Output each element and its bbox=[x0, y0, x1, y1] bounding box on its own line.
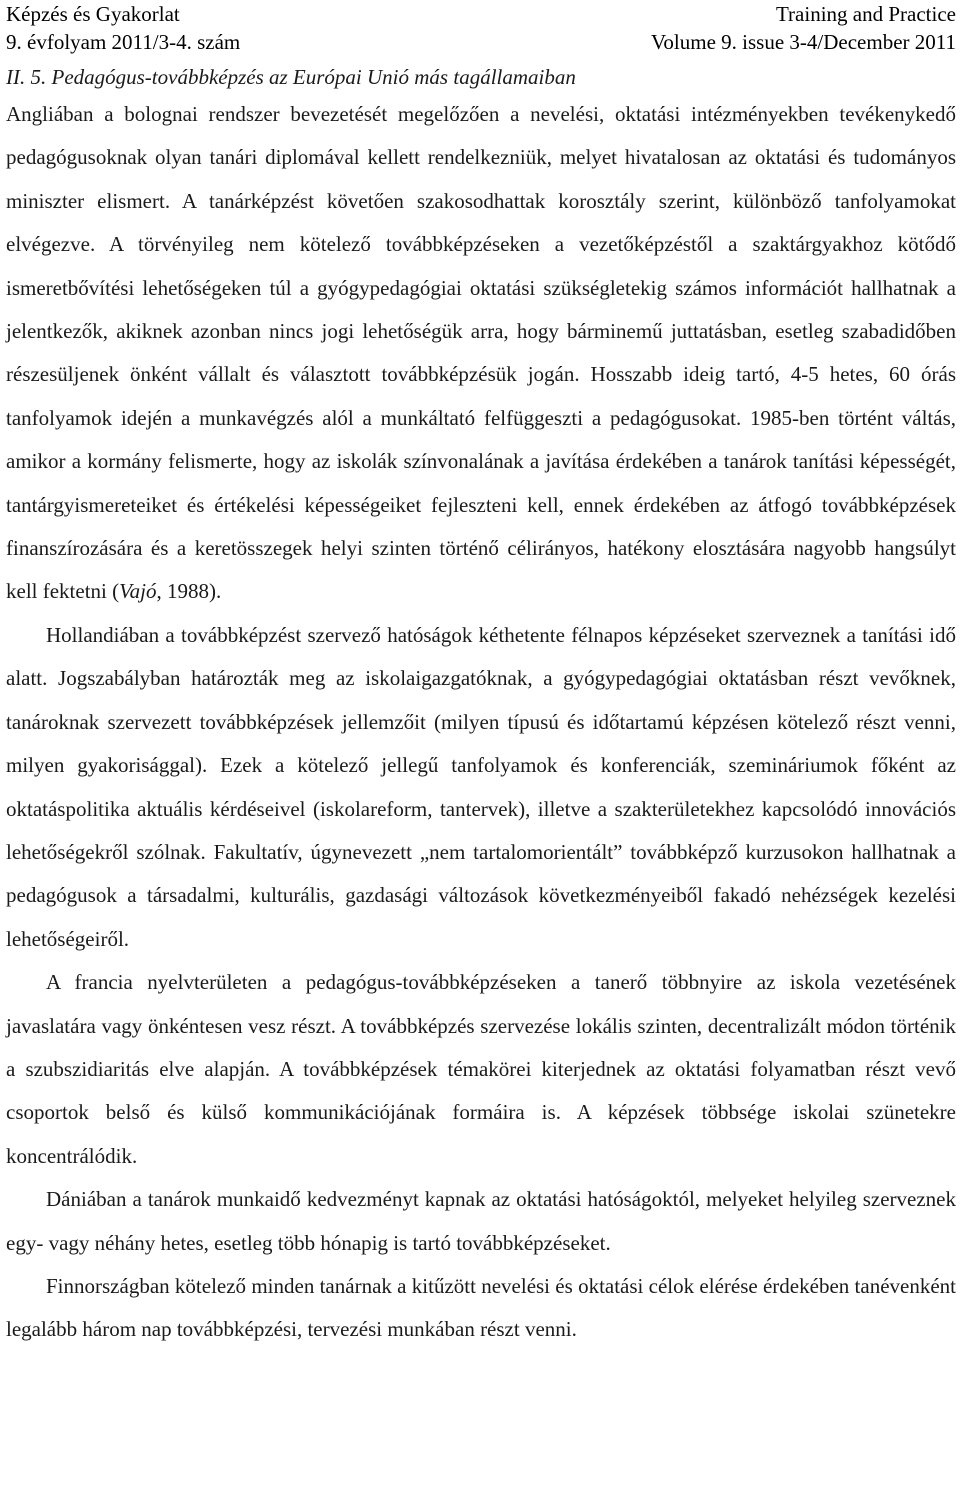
header-left bbox=[6, 0, 240, 56]
journal-title-hu: Képzés és Gyakorlat bbox=[6, 2, 180, 26]
paragraph-finland: Finnországban kötelező minden tanárnak a kitűzött nevelési és oktatási célok elérése érdekében tanévenként legalább három nap továbbképzési, tervezési munkában részt venni. bbox=[6, 1273, 956, 1342]
paragraph-france: A francia nyelvterületen a pedagógus-továbbképzéseken a tanerő többnyire az iskola vezetésének javaslatára vagy önkéntesen vesz részt. A továbbképzés szervezése lokális szinten, decentralizált módon történik a szubszidiaritás elve alapján. A továbbképzések témakörei kiterjednek az oktatási folyamatban részt vevő csoportok belső és külső kommunikációjának formáira is. A képzések többsége iskolai szünetekre koncentrálódik. bbox=[6, 970, 956, 1168]
journal-title-en: Training and Practice bbox=[775, 2, 956, 26]
header-right bbox=[651, 0, 956, 56]
citation-year: , 1988). bbox=[156, 579, 222, 604]
journal-issue-en: Volume 9. issue 3-4/December 2011 bbox=[650, 30, 956, 54]
journal-issue-hu: 9. évfolyam 2011/3-4. szám bbox=[6, 30, 241, 54]
paragraph-england bbox=[6, 93, 956, 614]
section-title: II. 5. Pedagógus-továbbképzés az Európai Unió más tagállamaiban bbox=[6, 65, 576, 89]
paragraph-england-text: Angliában a bolognai rendszer bevezetését megelőzően a nevelési, oktatási intézményekben tevékenykedő pedagógusoknak olyan tanári diplomával kellett rendelkezniük, melyet hivatalosan az oktatási és tudományos miniszter elismert. A tanárképzést követően szakosodhattak korosztály szerint, különböző tanfolyamokat elvégezve. A törvényileg nem kötelező továbbképzéseken a vezetőképzéstől a szaktárgyakhoz kötődő ismeretbővítési lehetőségeken túl a gyógypedagógiai oktatási szükségletekig számos információt hallhatnak a jelentkezők, akiknek azonban nincs jogi lehetőségük arra, hogy bárminemű juttatásban, esetleg szabadidőben részesüljenek önként vállalt és választott továbbképzésük jogán. Hosszabb ideig tartó, 4-5 hetes, 60 órás tanfolyamok idején a munkavégzés alól a munkáltató felfüggeszti a pedagógusokat. 1985-ben történt váltás, amikor a kormány felismerte, hogy az iskolák színvonalának a javítása érdekében a tanárok tanítási képességét, tantárgyismereteiket és értékelési képességeiket fejleszteni kell, ennek érdekében az átfogó továbbképzések finanszírozására és a keretösszegek helyi szinten történő célirányos, hatékony elosztására nagyobb hangsúlyt kell fektetni ( bbox=[6, 102, 956, 604]
page-header bbox=[6, 0, 956, 56]
citation-author: Vajó bbox=[119, 579, 157, 604]
paragraph-denmark: Dániában a tanárok munkaidő kedvezményt kapnak az oktatási hatóságoktól, melyeket helyileg szerveznek egy- vagy néhány hetes, esetleg több hónapig is tartó továbbképzéseket. bbox=[6, 1187, 956, 1255]
paragraph-netherlands: Hollandiában a továbbképzést szervező hatóságok kéthetente félnapos képzéseket szerveznek a tanítási idő alatt. Jogszabályban határozták meg az iskolaigazgatóknak, a gyógypedagógiai oktatásban részt vevőknek, tanároknak szervezett továbbképzések jellemzőit (milyen típusú és időtartamú képzésen kötelező részt venni, milyen gyakorisággal). Ezek a kötelező jellegű tanfolyamok és konferenciák, szemináriumok főként az oktatáspolitika aktuális kérdéseivel (iskolareform, tantervek), illetve a szakterületekhez kapcsolódó innovációs lehetőségekről szólnak. Fakultatív, úgynevezett „nem tartalomorientált” továbbképző kurzusokon hallhatnak a pedagógusok a társadalmi, kulturális, gazdasági változások következményeiből fakadó nehézségek kezelési lehetőségeiről. bbox=[6, 622, 956, 951]
